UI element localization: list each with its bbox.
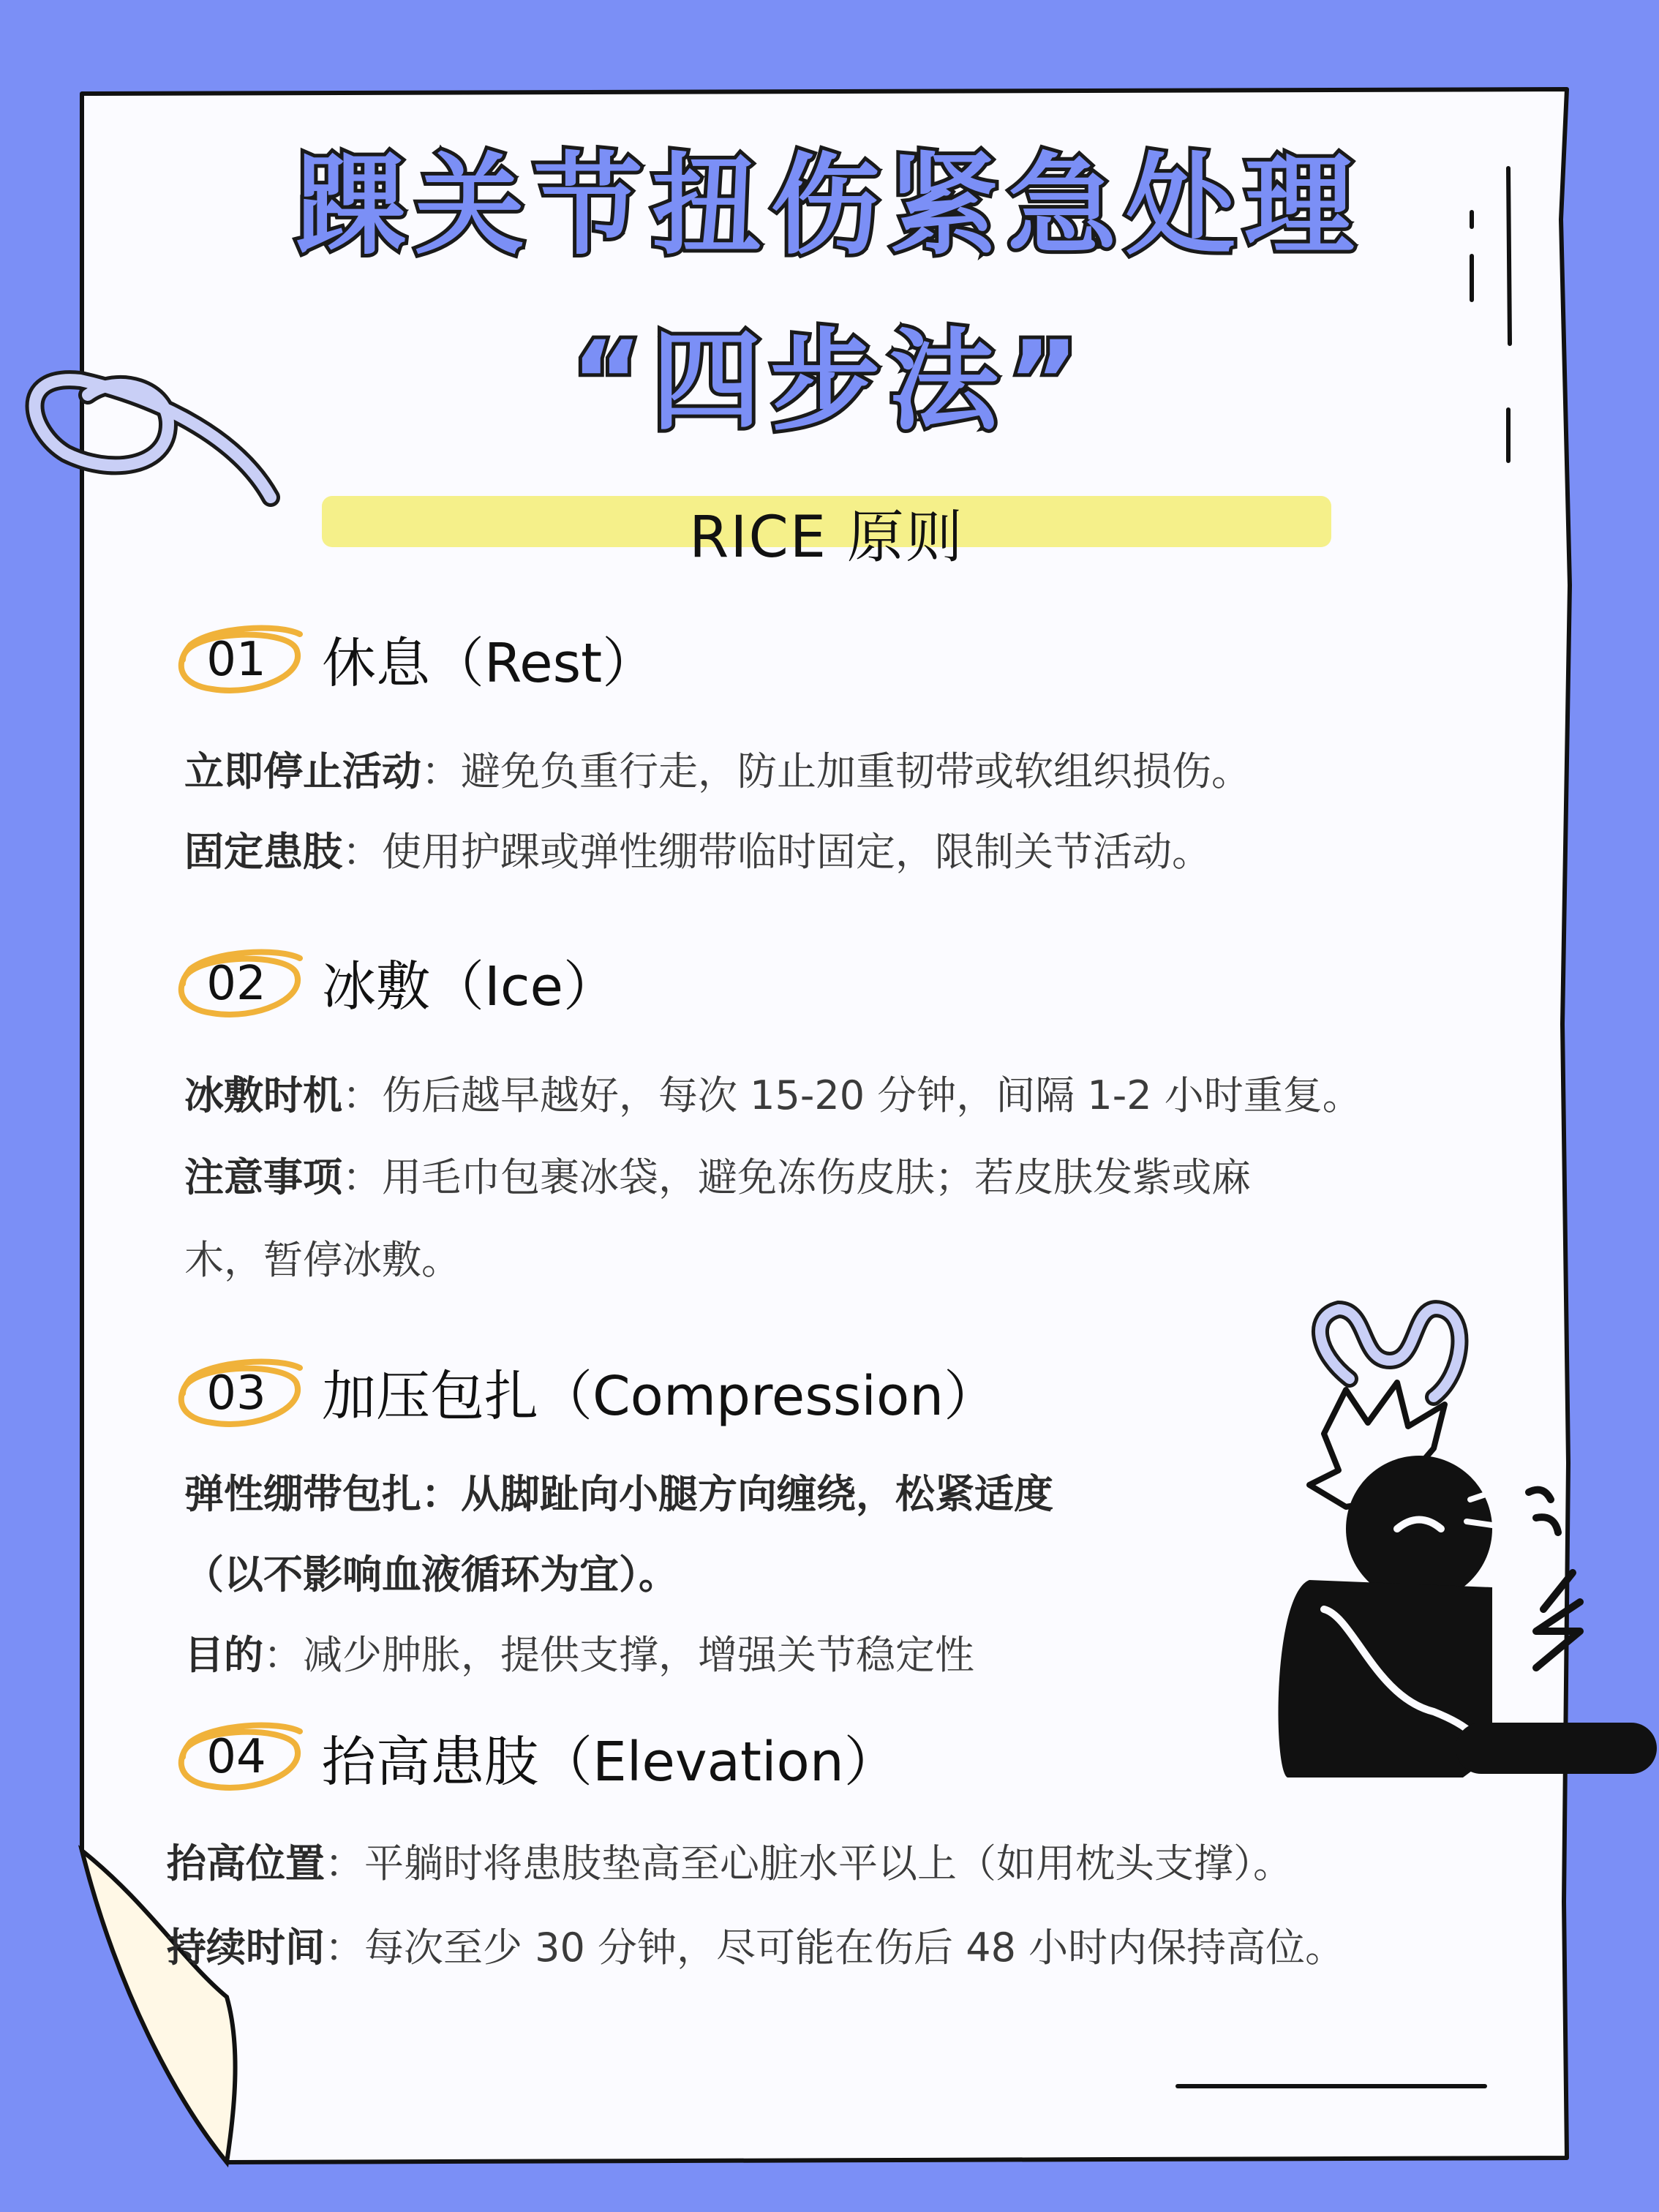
section-line: 注意事项：用毛巾包裹冰袋，避免冻伤皮肤；若皮肤发紫或麻 bbox=[184, 1154, 1251, 1200]
main-title: 踝关节扭伤紧急处理 bbox=[296, 143, 1363, 270]
section-line: （以不影响血液循环为宜）。 bbox=[184, 1551, 678, 1598]
section-line: 抬高位置：平躺时将患肢垫高至心脏水平以上（如用枕头支撑）。 bbox=[167, 1840, 1293, 1886]
step-number-badge bbox=[174, 623, 298, 696]
step-number-badge bbox=[174, 947, 298, 1020]
section-heading: 休息（Rest） bbox=[322, 632, 657, 695]
main-title-line2: “四步法” bbox=[571, 318, 1088, 445]
step-number-badge bbox=[174, 1357, 298, 1430]
step-number: 03 bbox=[206, 1366, 266, 1421]
section-line: 弹性绷带包扎：从脚趾向小腿方向缠绕，松紧适度 bbox=[184, 1471, 1053, 1517]
step-number: 04 bbox=[206, 1730, 266, 1784]
step-number-badge bbox=[174, 1720, 298, 1794]
section-line: 固定患肢：使用护踝或弹性绷带临时固定，限制关节活动。 bbox=[184, 829, 1211, 875]
section-heading: 加压包扎（Compression） bbox=[322, 1365, 998, 1428]
subtitle: RICE 原则 bbox=[689, 505, 964, 571]
section-line: 冰敷时机：伤后越早越好，每次 15-20 分钟，间隔 1-2 小时重复。 bbox=[184, 1072, 1362, 1118]
section-heading: 冰敷（Ice） bbox=[322, 955, 618, 1018]
section-line: 立即停止活动：避免负重行走，防止加重韧带或软组织损伤。 bbox=[184, 748, 1251, 794]
step-number: 02 bbox=[206, 957, 266, 1011]
section-line: 目的：减少肿胀，提供支撑，增强关节稳定性 bbox=[184, 1632, 974, 1678]
section-line: 木，暂停冰敷。 bbox=[184, 1237, 461, 1283]
section-heading: 抬高患肢（Elevation） bbox=[322, 1731, 898, 1794]
section-line: 持续时间：每次至少 30 分钟，尽可能在伤后 48 小时内保持高位。 bbox=[167, 1925, 1345, 1971]
step-number: 01 bbox=[206, 633, 266, 687]
